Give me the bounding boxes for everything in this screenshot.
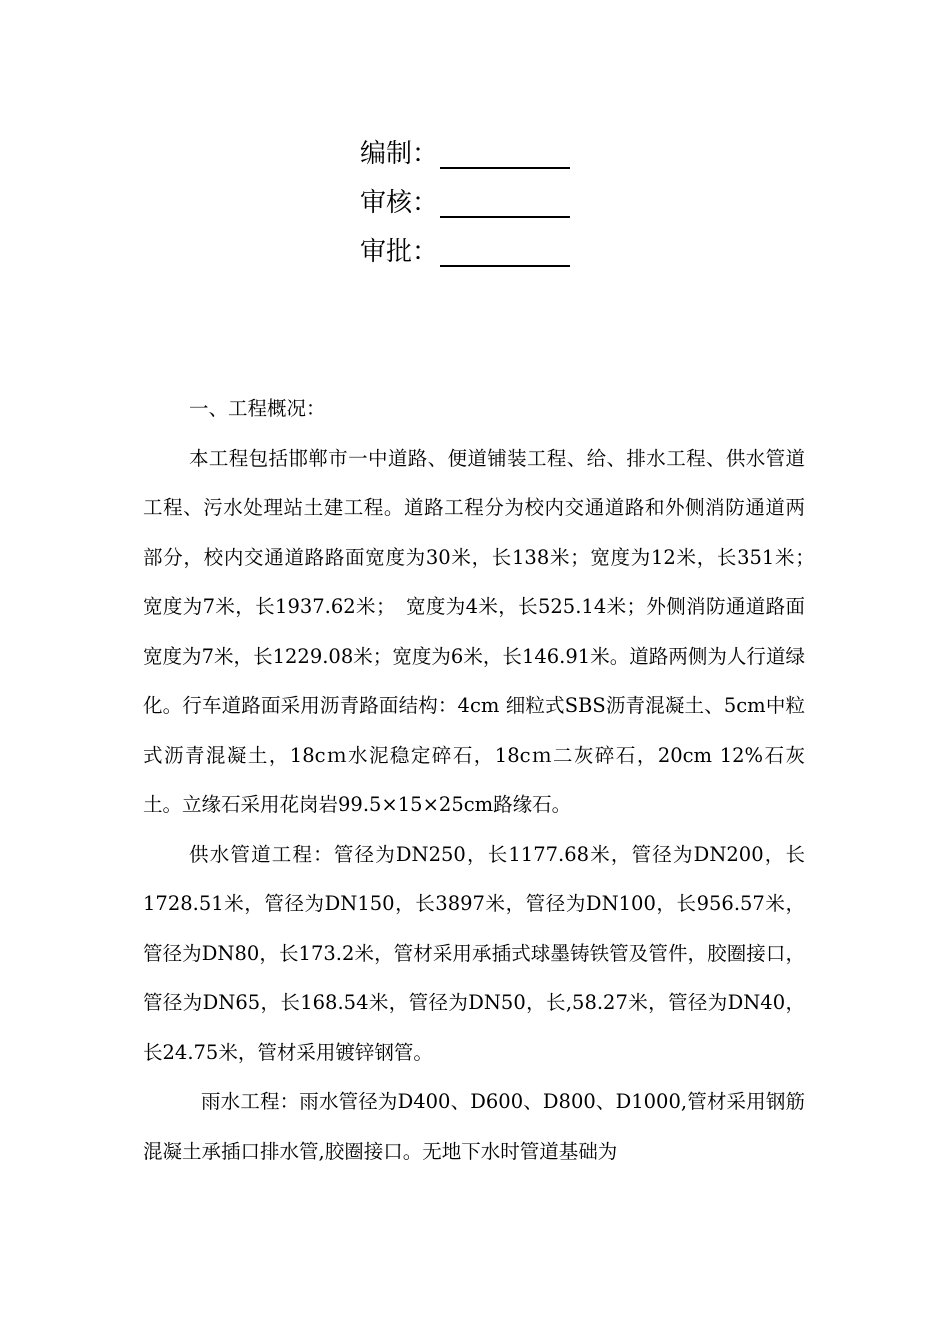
signoff-label-approved: 审批： [360,237,439,267]
signoff-label-compiled: 编制： [360,139,439,169]
project-overview-section [143,384,825,1176]
signoff-row-reviewed [360,179,620,228]
paragraph-water-supply: 供水管道工程：管径为DN250，长1177.68米，管径为DN200，长1728.51米，管径为DN150，长3897米，管径为DN100，长956.57米，管径为DN80，长173.2米，管材采用承插式球墨铸铁管及管件，胶圈接口，管径为DN65，长168.54米，管径为DN50，长,58.27米，管径为DN40，长24.75米，管材采用镀锌钢管。 [143,842,805,1064]
signoff-row-approved [360,228,620,277]
paragraph-storm-water: 雨水工程：雨水管径为D400、D600、D800、D1000,管材采用钢筋混凝土承插口排水管,胶圈接口。无地下水时管道基础为 [143,1090,805,1163]
signature-line-approved [440,264,570,267]
signoff-label-reviewed: 审核： [360,188,439,218]
paragraph-road-works: 本工程包括邯郸市一中道路、便道铺装工程、给、排水工程、供水管道工程、污水处理站土建工程。道路工程分为校内交通道路和外侧消防通道两部分，校内交通道路路面宽度为30米，长138米；宽度为12米，长351米； 宽度为7米，长1937.62米； 宽度为4米，长525.14米；外侧消防通道路面宽度为7米，长1229.08米；宽度为6米，长146.91米。道路两侧为人行道绿化。行车道路面采用沥青路面结构：4cm 细粒式SBS沥青混凝土、5cm中粒式沥青混凝土，18cｍ水泥稳定碎石，18cｍ二灰碎石，20cm 12%石灰土。立缘石采用花岗岩99.5×15×25cm路缘石。 [143,446,825,816]
signoff-block [360,130,620,277]
section-heading: 一、工程概况： [189,397,326,420]
signature-line-reviewed [440,215,570,218]
signoff-row-compiled [360,130,620,179]
signature-line-compiled [440,166,570,169]
